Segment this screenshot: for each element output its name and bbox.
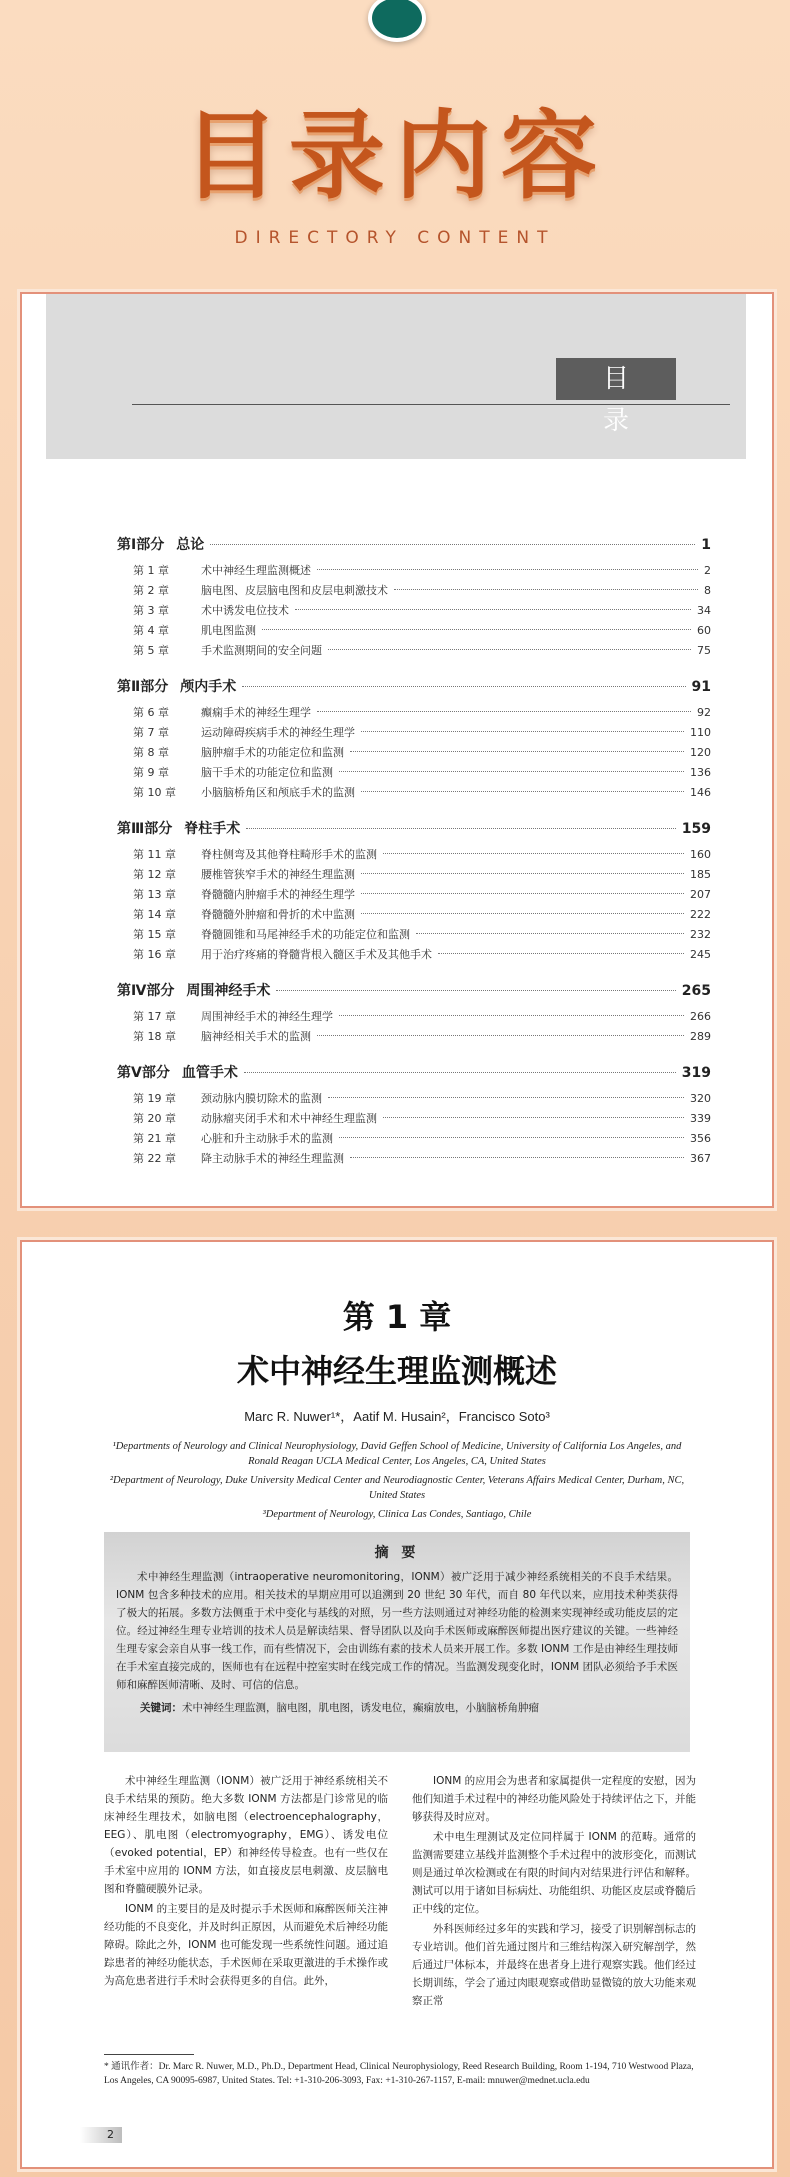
chapter-num: 第 16 章 [133, 948, 176, 961]
leader-dots [242, 686, 685, 687]
chapter-page: 289 [690, 1030, 711, 1043]
chapter-page: 92 [697, 706, 711, 719]
part-title: 脊柱手术 [184, 821, 241, 837]
chapter-entry-title: 腰椎管狭窄手术的神经生理监测 [201, 868, 355, 881]
leader-dots [339, 771, 684, 772]
chapter-num: 第 10 章 [133, 786, 176, 799]
paragraph: 术中神经生理监测（IONM）被广泛用于神经系统相关不良手术结果的预防。绝大多数 IONM 方法都是门诊常见的临床神经生理技术，如脑电图（electroencephalography，EEG）、肌电图（electromyography，EMG）、诱发电位（evoked potential，EP）和神经传导检查。也有一些仅在手术室中应用的 IONM 方法，如直接皮层电刺激、皮层脑电图和脊髓硬膜外记录。 [104, 1775, 388, 1895]
chapter-page: 146 [690, 786, 711, 799]
footnote-rule [104, 2054, 194, 2055]
leader-dots [361, 913, 684, 914]
chapter-entry-title: 小脑脑桥角区和颅底手术的监测 [201, 786, 355, 799]
toc-chapter-row [117, 783, 711, 803]
page-number: 2 [80, 2127, 122, 2143]
leader-dots [383, 853, 684, 854]
paragraph: 外科医师经过多年的实践和学习，接受了识别解剖标志的专业培训。他们首先通过图片和三维结构深入研究解剖学，然后通过尸体标本，并最终在患者身上进行观察实践。他们经过长期训练，学会了通过肉眼观察或借助显微镜的放大功能来观察正常 [412, 1923, 696, 2007]
abstract-text: 术中神经生理监测（intraoperative neuromonitoring，IONM）被广泛用于减少神经系统相关的不良手术结果。IONM 包含多种技术的应用。相关技术的早期应用可以追溯到 20 世纪 30 年代，而自 80 年代以来，应用技术种类获得了极大的拓展。多数方法侧重于术中变化与基线的对照，另一些方法则通过对神经功能的检测来实现神经或功能皮层的定位。经过神经生理专业培训的技术人员是解读结果、督导团队以及向手术医师或麻醉医师提出医疗建议的关键。一些神经生理专家会亲自从事一线工作，而有些情况下，会由训练有素的技术人员来开展工作。多数 IONM 工作是由神经生理技师在手术室直接完成的，医师也有在远程中控室实时在线完成工作的情况。当监测发现变化时，IONM 团队必须给予手术医师和麻醉医师清晰、及时、可信的信息。 [116, 1571, 678, 1691]
chapter-num: 第 4 章 [133, 624, 169, 637]
toc-list [117, 529, 711, 1179]
toc-chapter-row [117, 1007, 711, 1027]
toc-chapter-row [117, 621, 711, 641]
footnote: * 通讯作者：Dr. Marc R. Nuwer, M.D., Ph.D., Department Head, Clinical Neurophysiology, Reed Research Building, Room 1-194, 710 Westwood Plaza, Los Angeles, CA 90095-6987, United States. Tel: +1-310-206-3093, Fax: +1-310-267-1157, E-mail: mnuwer@mednet.ucla.edu [104, 2062, 694, 2086]
toc-page [20, 292, 774, 1208]
keywords-label: 关键词： [140, 1702, 182, 1714]
abstract-title: 摘 要 [374, 1545, 420, 1561]
chapter-num: 第 15 章 [133, 928, 176, 941]
toc-rule [132, 404, 730, 405]
chapter-num: 第 13 章 [133, 888, 176, 901]
paragraph: IONM 的应用会为患者和家属提供一定程度的安慰，因为他们知道手术过程中的神经功能风险处于持续评估之下，并能够获得及时应对。 [412, 1775, 696, 1823]
toc-chapter-row [117, 925, 711, 945]
chapter-entry-title: 癫痫手术的神经生理学 [201, 706, 311, 719]
toc-chapter-row [117, 561, 711, 581]
toc-part-row [117, 671, 711, 703]
affiliation: ³Department of Neurology, Clinica Las Condes, Santiago, Chile [262, 1509, 532, 1520]
leader-dots [361, 731, 684, 732]
part-number: 第Ⅲ部分 [117, 821, 173, 837]
leader-dots [210, 544, 695, 545]
toc-part [117, 671, 711, 803]
chapter-entry-title: 脊柱侧弯及其他脊柱畸形手术的监测 [201, 848, 377, 861]
leader-dots [295, 609, 691, 610]
toc-chapter-row [117, 1089, 711, 1109]
decorative-dot [368, 0, 426, 42]
chapter-page: 207 [690, 888, 711, 901]
toc-chapter-row [117, 641, 711, 661]
part-title: 血管手术 [181, 1065, 238, 1081]
toc-part-row [117, 1057, 711, 1089]
toc-part [117, 1057, 711, 1169]
chapter-entry-title: 脊髓圆锥和马尾神经手术的功能定位和监测 [201, 928, 410, 941]
toc-header [46, 294, 746, 459]
chapter-num: 第 19 章 [133, 1092, 176, 1105]
toc-chapter-row [117, 763, 711, 783]
chapter-num: 第 7 章 [133, 726, 169, 739]
leader-dots [262, 629, 691, 630]
chapter-entry-title: 颈动脉内膜切除术的监测 [201, 1092, 322, 1105]
chapter-number: 第 1 章 [342, 1298, 452, 1336]
chapter-num: 第 9 章 [133, 766, 169, 779]
chapter-page: 34 [697, 604, 711, 617]
leader-dots [394, 589, 698, 590]
chapter-page: 266 [690, 1010, 711, 1023]
toc-chapter-row [117, 865, 711, 885]
chapter-num: 第 21 章 [133, 1132, 176, 1145]
chapter-page: 75 [697, 644, 711, 657]
part-title: 颅内手术 [180, 679, 237, 695]
chapter-page: 245 [690, 948, 711, 961]
page-subtitle: DIRECTORY CONTENT [234, 228, 556, 248]
leader-dots [328, 1097, 684, 1098]
leader-dots [317, 569, 698, 570]
chapter-entry-title: 脑电图、皮层脑电图和皮层电刺激技术 [201, 584, 388, 597]
affiliation: ²Department of Neurology, Duke University Medical Center and Neurodiagnostic Center, Veterans Affairs Medical Center, Durham, NC, United States [109, 1475, 685, 1501]
chapter-page: 60 [697, 624, 711, 637]
chapter-num: 第 17 章 [133, 1010, 176, 1023]
chapter-page: 320 [690, 1092, 711, 1105]
part-page: 319 [681, 1065, 711, 1081]
toc-chapter-row [117, 743, 711, 763]
toc-chapter-row [117, 945, 711, 965]
chapter-page: 185 [690, 868, 711, 881]
body-text [104, 1772, 696, 2012]
part-page: 1 [701, 537, 711, 553]
chapter-num: 第 2 章 [133, 584, 169, 597]
leader-dots [317, 711, 691, 712]
chapter-num: 第 11 章 [133, 848, 176, 861]
leader-dots [350, 751, 684, 752]
part-page: 91 [691, 679, 711, 695]
authors: Marc R. Nuwer¹*，Aatif M. Husain²，Francisco Soto³ [244, 1409, 550, 1424]
abstract-box [104, 1532, 690, 1752]
chapter-num: 第 14 章 [133, 908, 176, 921]
chapter-page: 120 [690, 746, 711, 759]
chapter-entry-title: 肌电图监测 [201, 624, 256, 637]
chapter-page: 339 [690, 1112, 711, 1125]
right-column [412, 1772, 696, 2012]
chapter-entry-title: 用于治疗疼痛的脊髓背根入髓区手术及其他手术 [201, 948, 432, 961]
chapter-num: 第 22 章 [133, 1152, 176, 1165]
leader-dots [328, 649, 691, 650]
leader-dots [383, 1117, 684, 1118]
leader-dots [244, 1072, 676, 1073]
toc-chapter-row [117, 1109, 711, 1129]
toc-chapter-row [117, 601, 711, 621]
chapter-num: 第 12 章 [133, 868, 176, 881]
toc-part-row [117, 975, 711, 1007]
leader-dots [361, 791, 684, 792]
chapter-entry-title: 术中神经生理监测概述 [201, 564, 311, 577]
chapter-entry-title: 脑肿瘤手术的功能定位和监测 [201, 746, 344, 759]
affiliations [97, 1439, 697, 1522]
left-column [104, 1772, 388, 2012]
toc-chapter-row [117, 885, 711, 905]
part-title: 总论 [176, 537, 205, 553]
keywords-text: 术中神经生理监测，脑电图，肌电图，诱发电位，癫痫放电，小脑脑桥角肿瘤 [182, 1702, 539, 1714]
leader-dots [339, 1137, 684, 1138]
leader-dots [416, 933, 684, 934]
leader-dots [246, 828, 676, 829]
toc-chapter-row [117, 1027, 711, 1047]
affiliation: ¹Departments of Neurology and Clinical Neurophysiology, David Geffen School of Medicine, University of California Los Angeles, and Ronald Reagan UCLA Medical Center, Los Angeles, CA, United States [112, 1441, 682, 1467]
toc-part-row [117, 529, 711, 561]
leader-dots [361, 873, 684, 874]
chapter-page: 356 [690, 1132, 711, 1145]
chapter-page: 2 [704, 564, 711, 577]
paragraph: 术中电生理测试及定位同样属于 IONM 的范畴。通常的监测需要建立基线并监测整个手术过程中的波形变化，而测试则是通过单次检测或在有限的时间内对结果进行评估和解释。测试可以用于诸如目标病灶、功能组织、功能区皮层或脊髓后正中线的定位。 [412, 1831, 696, 1915]
chapter-entry-title: 术中诱发电位技术 [201, 604, 289, 617]
chapter-entry-title: 降主动脉手术的神经生理监测 [201, 1152, 344, 1165]
chapter-num: 第 1 章 [133, 564, 169, 577]
toc-part [117, 813, 711, 965]
leader-dots [339, 1015, 684, 1016]
chapter-title: 术中神经生理监测概述 [236, 1352, 557, 1390]
chapter-num: 第 3 章 [133, 604, 169, 617]
leader-dots [276, 990, 675, 991]
part-title: 周围神经手术 [186, 983, 271, 999]
part-page: 159 [681, 821, 711, 837]
toc-chapter-row [117, 703, 711, 723]
toc-chapter-row [117, 723, 711, 743]
chapter-page: 222 [690, 908, 711, 921]
chapter-page: 367 [690, 1152, 711, 1165]
page-title: 目录内容 [183, 100, 607, 212]
chapter-entry-title: 脊髓髓外肿瘤和骨折的术中监测 [201, 908, 355, 921]
chapter-entry-title: 脑干手术的功能定位和监测 [201, 766, 333, 779]
chapter-entry-title: 动脉瘤夹闭手术和术中神经生理监测 [201, 1112, 377, 1125]
chapter-heading [22, 1292, 772, 1526]
part-number: 第Ⅰ部分 [117, 537, 165, 553]
toc-part [117, 975, 711, 1047]
chapter-page: 160 [690, 848, 711, 861]
chapter-num: 第 8 章 [133, 746, 169, 759]
leader-dots [361, 893, 684, 894]
chapter-entry-title: 脊髓髓内肿瘤手术的神经生理学 [201, 888, 355, 901]
chapter-entry-title: 周围神经手术的神经生理学 [201, 1010, 333, 1023]
chapter-page: 110 [690, 726, 711, 739]
toc-label: 目 录 [556, 358, 676, 400]
toc-chapter-row [117, 1149, 711, 1169]
part-number: 第Ⅳ部分 [117, 983, 175, 999]
part-page: 265 [681, 983, 711, 999]
chapter-num: 第 6 章 [133, 706, 169, 719]
leader-dots [350, 1157, 684, 1158]
toc-chapter-row [117, 845, 711, 865]
chapter-entry-title: 心脏和升主动脉手术的监测 [201, 1132, 333, 1145]
toc-chapter-row [117, 1129, 711, 1149]
part-number: 第Ⅴ部分 [117, 1065, 170, 1081]
chapter-page: 136 [690, 766, 711, 779]
toc-part-row [117, 813, 711, 845]
paragraph: IONM 的主要目的是及时提示手术医师和麻醉医师关注神经功能的不良变化，并及时纠正原因，从而避免术后神经功能障碍。除此之外，IONM 也可能发现一些系统性问题。通过追踪患者的神经功能状态，手术医师在采取更激进的手术操作或为高危患者进行手术时会获得更多的自信。此外， [104, 1903, 388, 1987]
leader-dots [438, 953, 684, 954]
chapter-entry-title: 手术监测期间的安全问题 [201, 644, 322, 657]
toc-chapter-row [117, 581, 711, 601]
chapter-num: 第 5 章 [133, 644, 169, 657]
chapter-entry-title: 脑神经相关手术的监测 [201, 1030, 311, 1043]
chapter-entry-title: 运动障碍疾病手术的神经生理学 [201, 726, 355, 739]
keywords [104, 1694, 690, 1715]
chapter-page: 8 [704, 584, 711, 597]
chapter-page [20, 1240, 774, 2169]
toc-chapter-row [117, 905, 711, 925]
leader-dots [317, 1035, 684, 1036]
chapter-num: 第 20 章 [133, 1112, 176, 1125]
chapter-num: 第 18 章 [133, 1030, 176, 1043]
chapter-page: 232 [690, 928, 711, 941]
toc-part [117, 529, 711, 661]
part-number: 第Ⅱ部分 [117, 679, 169, 695]
